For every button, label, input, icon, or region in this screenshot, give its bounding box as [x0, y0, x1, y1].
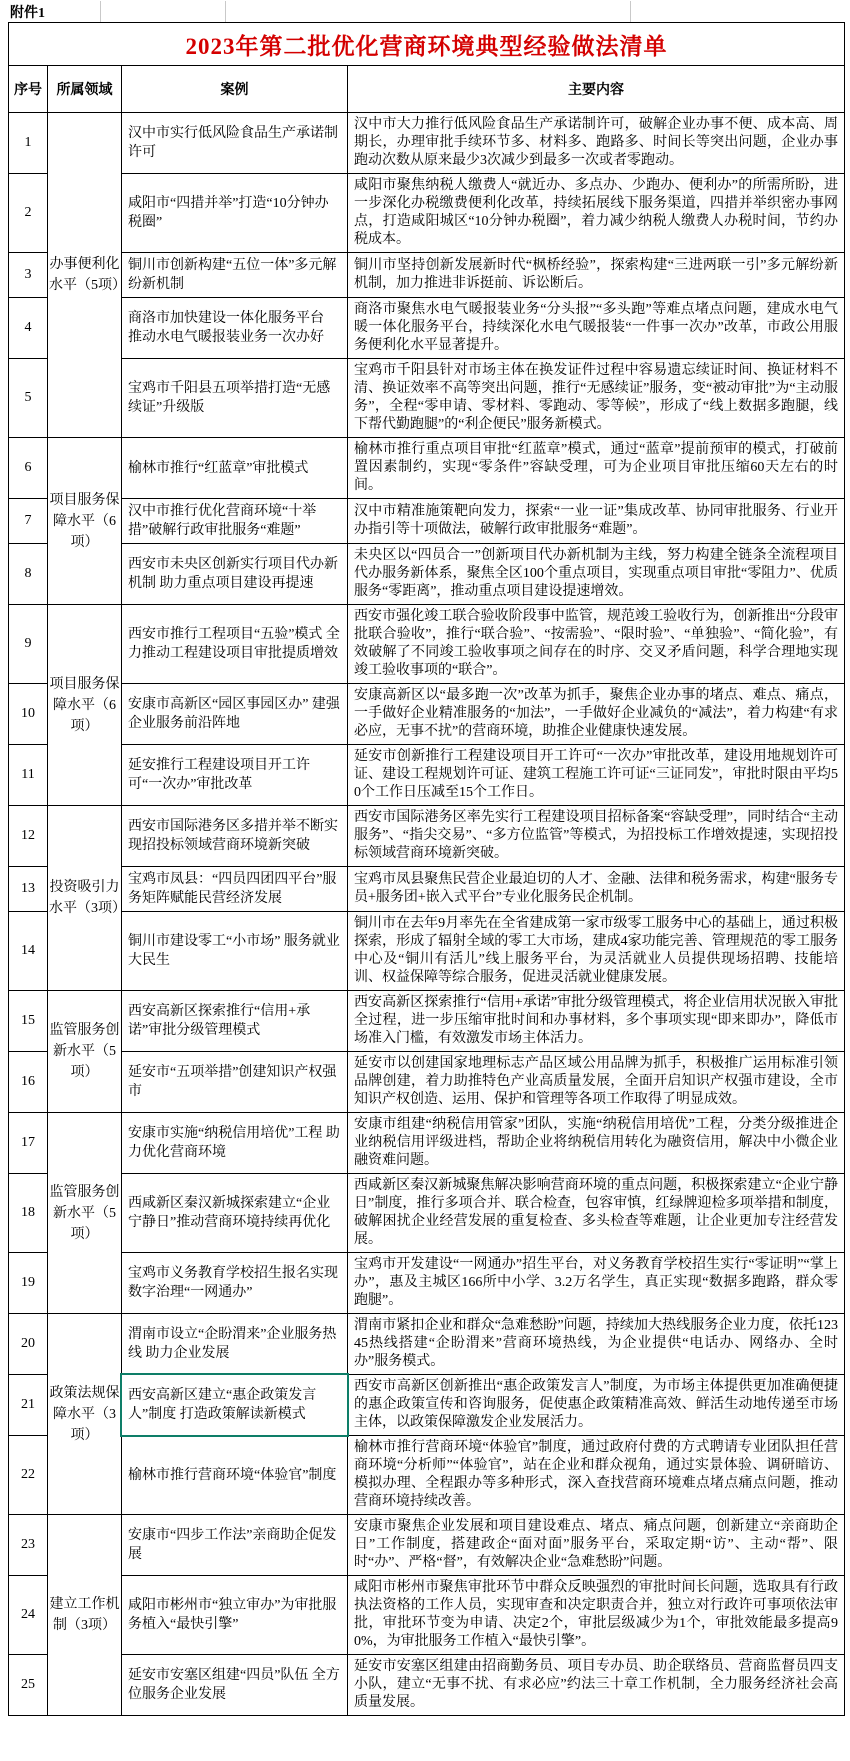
case-cell[interactable]: 铜川市创新构建“五位一体”多元解纷新机制: [122, 253, 348, 298]
page-title: 2023年第二批优化营商环境典型经验做法清单: [9, 23, 845, 66]
content-cell[interactable]: 汉中市大力推行低风险食品生产承诺制许可，破解企业办事不便、成本高、周期长，办理审批手续环节多、材料多、跑路多、时间长等突出问题，企业办事跑动次数从原来最少3次减少到最多一次或者零跑动。: [348, 113, 845, 174]
table-row: [9, 1375, 845, 1436]
content-cell[interactable]: 西安市强化竣工联合验收阶段事中监管，规范竣工验收行为，创新推出“分段审批联合验收”，推行“联合验”、“按需验”、“限时验”、“单独验”、“简化验”，有效破解了不同竣工验收事项之间存在的时序、交叉矛盾问题，科学合理地实现竣工验收事项的“联合”。: [348, 605, 845, 684]
case-cell[interactable]: 汉中市推行优化营商环境“十举措”破解行政审批服务“难题”: [122, 499, 348, 544]
case-cell[interactable]: 西安市推行工程项目“五验”模式 全力推动工程建设项目审批提质增效: [122, 605, 348, 684]
row-number-cell[interactable]: 9: [9, 605, 48, 684]
table-row: [9, 1576, 845, 1655]
gridline: [630, 1, 631, 22]
table-row: [9, 359, 845, 438]
attachment-label: 附件1: [10, 5, 45, 21]
row-number-cell[interactable]: 4: [9, 298, 48, 359]
content-cell[interactable]: 安康市组建“纳税信用管家”团队，实施“纳税信用培优”工程，分类分级推进企业纳税信用评级进档，帮助企业将纳税信用转化为融资信用，解决中小微企业融资难问题。: [348, 1113, 845, 1174]
case-cell[interactable]: 宝鸡市义务教育学校招生报名实现数字治理“一网通办”: [122, 1253, 348, 1314]
header-row: [9, 66, 845, 113]
content-cell[interactable]: 延安市安塞区组建由招商勤务员、项目专办员、助企联络员、营商监督员四支小队，建立“无事不扰、有求必应”约法三十章工作机制，全力服务经济社会高质量发展。: [348, 1655, 845, 1716]
row-number-cell[interactable]: 17: [9, 1113, 48, 1174]
case-cell[interactable]: 宝鸡市凤县：“四员四团四平台”服务矩阵赋能民营经济发展: [122, 867, 348, 912]
header-cell-content[interactable]: 主要内容: [348, 66, 845, 113]
table-row: [9, 174, 845, 253]
row-number-cell[interactable]: 6: [9, 438, 48, 499]
row-number-cell[interactable]: 21: [9, 1375, 48, 1436]
case-cell[interactable]: 西安高新区探索推行“信用+承诺”审批分级管理模式: [122, 991, 348, 1052]
table-row: [9, 745, 845, 806]
content-cell[interactable]: 安康市聚焦企业发展和项目建设难点、堵点、痛点问题，创新建立“亲商助企日”工作制度，搭建政企“面对面”服务平台，采取定期“访”、主动“帮”、限时“办”、严格“督”，有效解决企业“急难愁盼”问题。: [348, 1515, 845, 1576]
row-number-cell[interactable]: 13: [9, 867, 48, 912]
row-number-cell[interactable]: 16: [9, 1052, 48, 1113]
row-number-cell[interactable]: 20: [9, 1314, 48, 1375]
table-row: [9, 253, 845, 298]
case-cell[interactable]: 咸阳市“四措并举”打造“10分钟办税圈”: [122, 174, 348, 253]
case-cell[interactable]: 汉中市实行低风险食品生产承诺制许可: [122, 113, 348, 174]
content-cell[interactable]: 铜川市在去年9月率先在全省建成第一家市级零工服务中心的基础上，通过积极探索，形成了辐射全域的零工大市场，建成4家功能完善、管理规范的零工服务中心及“铜川有活儿”线上服务平台，为灵活就业人员提供现场招聘、技能培训、权益保障等综合服务，促进灵活就业健康发展。: [348, 912, 845, 991]
case-cell[interactable]: 商洛市加快建设一体化服务平台 推动水电气暖报装业务一次办好: [122, 298, 348, 359]
table-row: [9, 912, 845, 991]
content-cell[interactable]: 西安市国际港务区率先实行工程建设项目招标备案“容缺受理”，同时结合“主动服务”、“指尖交易”、“多方位监管”等模式，为招投标工作增效提速，实现招投标领域营商环境新突破。: [348, 806, 845, 867]
table-row: [9, 499, 845, 544]
gridline: [100, 1, 101, 22]
row-number-cell[interactable]: 7: [9, 499, 48, 544]
case-cell[interactable]: 安康市“四步工作法”亲商助企促发展: [122, 1515, 348, 1576]
header-cell-case[interactable]: 案例: [122, 66, 348, 113]
row-number-cell[interactable]: 23: [9, 1515, 48, 1576]
content-cell[interactable]: 榆林市推行营商环境“体验官”制度，通过政府付费的方式聘请专业团队担任营商环境“分析师”“体验官”，站在企业和群众视角，通过实景体验、调研暗访、模拟办理、全程跟办等多种形式，深入查找营商环境难点堵点痛点问题，推动营商环境持续改善。: [348, 1436, 845, 1515]
row-number-cell[interactable]: 11: [9, 745, 48, 806]
content-cell[interactable]: 延安市以创建国家地理标志产品区域公用品牌为抓手，积极推广运用标准引领品牌创建，着力助推特色产业高质量发展，全面开启知识产权强市建设，全市知识产权创造、运用、保护和管理等各项工作取得了明显成效。: [348, 1052, 845, 1113]
content-cell[interactable]: 汉中市精准施策靶向发力，探索“一业一证”集成改革、协同审批服务、行业开办指引等十项做法，破解行政审批服务“难题”。: [348, 499, 845, 544]
row-number-cell[interactable]: 24: [9, 1576, 48, 1655]
content-cell[interactable]: 西安高新区探索推行“信用+承诺”审批分级管理模式，将企业信用状况嵌入审批全过程，进一步压缩审批时间和办事材料，多个事项实现“即来即办”，降低市场准入门槛，有效激发市场主体活力。: [348, 991, 845, 1052]
row-number-cell[interactable]: 8: [9, 544, 48, 605]
content-cell[interactable]: 咸阳市彬州市聚焦审批环节中群众反映强烈的审批时间长问题，选取具有行政执法资格的工作人员，实现审查和决定职责合并，独立对行政许可事项依法审批，审批环节变为申请、决定2个，审批层级减少为1个，审批效能最多提高90%，为审批服务工作植入“最快引擎”。: [348, 1576, 845, 1655]
attachment-row: [0, 1, 850, 22]
case-cell[interactable]: 延安市安塞区组建“四员”队伍 全方位服务企业发展: [122, 1655, 348, 1716]
row-number-cell[interactable]: 5: [9, 359, 48, 438]
row-number-cell[interactable]: 1: [9, 113, 48, 174]
table-row: [9, 1655, 845, 1716]
table-row: [9, 867, 845, 912]
table-row: [9, 806, 845, 867]
table-row: [9, 684, 845, 745]
case-cell[interactable]: 渭南市设立“企盼渭来”企业服务热线 助力企业发展: [122, 1314, 348, 1375]
case-cell[interactable]: 西安市国际港务区多措并举不断实现招投标领域营商环境新突破: [122, 806, 348, 867]
content-cell[interactable]: 未央区以“四员合一”创新项目代办新机制为主线，努力构建全链条全流程项目代办服务新体系，聚焦全区100个重点项目，实现重点项目审批“零阻力”、优质服务“零距离”，推动重点项目建设提速增效。: [348, 544, 845, 605]
domain-group-cell[interactable]: 监管服务创新水平（5项）: [48, 1113, 122, 1314]
row-number-cell[interactable]: 10: [9, 684, 48, 745]
case-cell[interactable]: 延安市“五项举措”创建知识产权强市: [122, 1052, 348, 1113]
table-row: [9, 298, 845, 359]
content-cell[interactable]: 延安市创新推行工程建设项目开工许可“一次办”审批改革，建设用地规划许可证、建设工程规划许可证、建筑工程施工许可证“三证同发”，审批时限由平均50个工作日压减至15个工作日。: [348, 745, 845, 806]
domain-group-cell[interactable]: 政策法规保障水平（3项）: [48, 1314, 122, 1515]
case-cell[interactable]: 榆林市推行“红蓝章”审批模式: [122, 438, 348, 499]
table-row: [9, 1174, 845, 1253]
gridline: [225, 1, 226, 22]
row-number-cell[interactable]: 12: [9, 806, 48, 867]
table-body: [9, 113, 845, 1716]
row-number-cell[interactable]: 25: [9, 1655, 48, 1716]
header-cell-domain[interactable]: 所属领域: [48, 66, 122, 113]
content-cell[interactable]: 榆林市推行重点项目审批“红蓝章”模式，通过“蓝章”提前预审的模式，打破前置因素制约，实现“零条件”容缺受理，可为企业项目审批压缩60天左右的时间。: [348, 438, 845, 499]
case-cell[interactable]: 延安推行工程建设项目开工许可“一次办”审批改革: [122, 745, 348, 806]
case-cell[interactable]: 安康市实施“纳税信用培优”工程 助力优化营商环境: [122, 1113, 348, 1174]
content-cell[interactable]: 西安市高新区创新推出“惠企政策发言人”制度，为市场主体提供更加准确便捷的惠企政策宣传和咨询服务，促使惠企政策精准高效、鲜活生动地传递至市场主体，以政策保障激发企业发展活力。: [348, 1375, 845, 1436]
table-row: [9, 1113, 845, 1174]
content-cell[interactable]: 安康高新区以“最多跑一次”改革为抓手，聚焦企业办事的堵点、难点、痛点，一手做好企业精准服务的“加法”，一手做好企业减负的“减法”，着力构建“有求必应，无事不扰”的营商环境，助推企业健康快速发展。: [348, 684, 845, 745]
domain-group-cell[interactable]: 监管服务创新水平（5项）: [48, 991, 122, 1113]
table-row: [9, 991, 845, 1052]
content-cell[interactable]: 宝鸡市开发建设“一网通办”招生平台，对义务教育学校招生实行“零证明”“掌上办”，惠及主城区166所中小学、3.2万名学生，真正实现“数据多跑路，群众零跑腿”。: [348, 1253, 845, 1314]
row-number-cell[interactable]: 19: [9, 1253, 48, 1314]
domain-group-cell[interactable]: 投资吸引力水平（3项）: [48, 806, 122, 991]
table-row: [9, 438, 845, 499]
content-cell[interactable]: 宝鸡市千阳县针对市场主体在换发证件过程中容易遗忘续证时间、换证材料不清、换证效率不高等突出问题，推行“无感续证”服务，变“被动审批”为“主动服务”，全程“零申请、零材料、零跑动、零等候”，形成了“线上数据多跑腿，线下帮代勤跑腿”的“利企便民”服务新模式。: [348, 359, 845, 438]
row-number-cell[interactable]: 22: [9, 1436, 48, 1515]
domain-group-cell[interactable]: 项目服务保障水平（6项）: [48, 605, 122, 806]
case-cell[interactable]: 西安市未央区创新实行项目代办新机制 助力重点项目建设再提速: [122, 544, 348, 605]
table-row: [9, 1436, 845, 1515]
table-row: [9, 1515, 845, 1576]
case-cell-selected[interactable]: 西安高新区建立“惠企政策发言人”制度 打造政策解读新模式: [122, 1375, 348, 1436]
table-row: [9, 544, 845, 605]
case-cell[interactable]: 咸阳市彬州市“独立审办”为审批服务植入“最快引擎”: [122, 1576, 348, 1655]
case-cell[interactable]: 铜川市建设零工“小市场” 服务就业大民生: [122, 912, 348, 991]
content-cell[interactable]: 渭南市紧扣企业和群众“急难愁盼”问题，持续加大热线服务企业力度，依托12345热线搭建“企盼渭来”营商环境热线，为企业提供“电话办、网络办、全时办”服务模式。: [348, 1314, 845, 1375]
domain-group-cell[interactable]: 办事便利化水平（5项）: [48, 113, 122, 438]
table-row: [9, 1314, 845, 1375]
content-cell[interactable]: 咸阳市聚焦纳税人缴费人“就近办、多点办、少跑办、便利办”的所需所盼，进一步深化办税缴费便利化改革，持续拓展线下服务渠道，四措并举织密办事网点，打造咸阳城区“10分钟办税圈”，着力减少纳税人缴费人办税时间，节约办税成本。: [348, 174, 845, 253]
row-number-cell[interactable]: 3: [9, 253, 48, 298]
content-cell[interactable]: 商洛市聚焦水电气暖报装业务“分头报”“多头跑”等难点堵点问题，建成水电气暖一体化服务平台，持续深化水电气暖报装“一件事一次办”改革，市政公用服务便利化水平显著提升。: [348, 298, 845, 359]
title-row: [9, 23, 845, 66]
table-row: [9, 605, 845, 684]
header-cell-number[interactable]: 序号: [9, 66, 48, 113]
case-cell[interactable]: 宝鸡市千阳县五项举措打造“无感续证”升级版: [122, 359, 348, 438]
content-cell[interactable]: 西咸新区秦汉新城聚焦解决影响营商环境的重点问题，积极探索建立“企业宁静日”制度，推行多项合并、联合检查，包容审慎，红绿牌迎检多项举措和制度，破解困扰企业经营发展的重复检查、多头检查等难题，让企业更加专注经营发展。: [348, 1174, 845, 1253]
case-cell[interactable]: 榆林市推行营商环境“体验官”制度: [122, 1436, 348, 1515]
experience-list-table: [8, 22, 845, 1716]
content-cell[interactable]: 铜川市坚持创新发展新时代“枫桥经验”，探索构建“三进两联一引”多元解纷新机制，加力推进非诉挺前、诉讼断后。: [348, 253, 845, 298]
content-cell[interactable]: 宝鸡市凤县聚焦民营企业最迫切的人才、金融、法律和税务需求，构建“服务专员+服务团+嵌入式平台”专业化服务民企机制。: [348, 867, 845, 912]
row-number-cell[interactable]: 14: [9, 912, 48, 991]
table-row: [9, 113, 845, 174]
case-cell[interactable]: 西咸新区秦汉新城探索建立“企业宁静日”推动营商环境持续再优化: [122, 1174, 348, 1253]
row-number-cell[interactable]: 2: [9, 174, 48, 253]
case-cell[interactable]: 安康市高新区“园区事园区办” 建强企业服务前沿阵地: [122, 684, 348, 745]
table-row: [9, 1052, 845, 1113]
domain-group-cell[interactable]: 项目服务保障水平（6项）: [48, 438, 122, 605]
table-row: [9, 1253, 845, 1314]
row-number-cell[interactable]: 15: [9, 991, 48, 1052]
row-number-cell[interactable]: 18: [9, 1174, 48, 1253]
domain-group-cell[interactable]: 建立工作机制（3项）: [48, 1515, 122, 1716]
